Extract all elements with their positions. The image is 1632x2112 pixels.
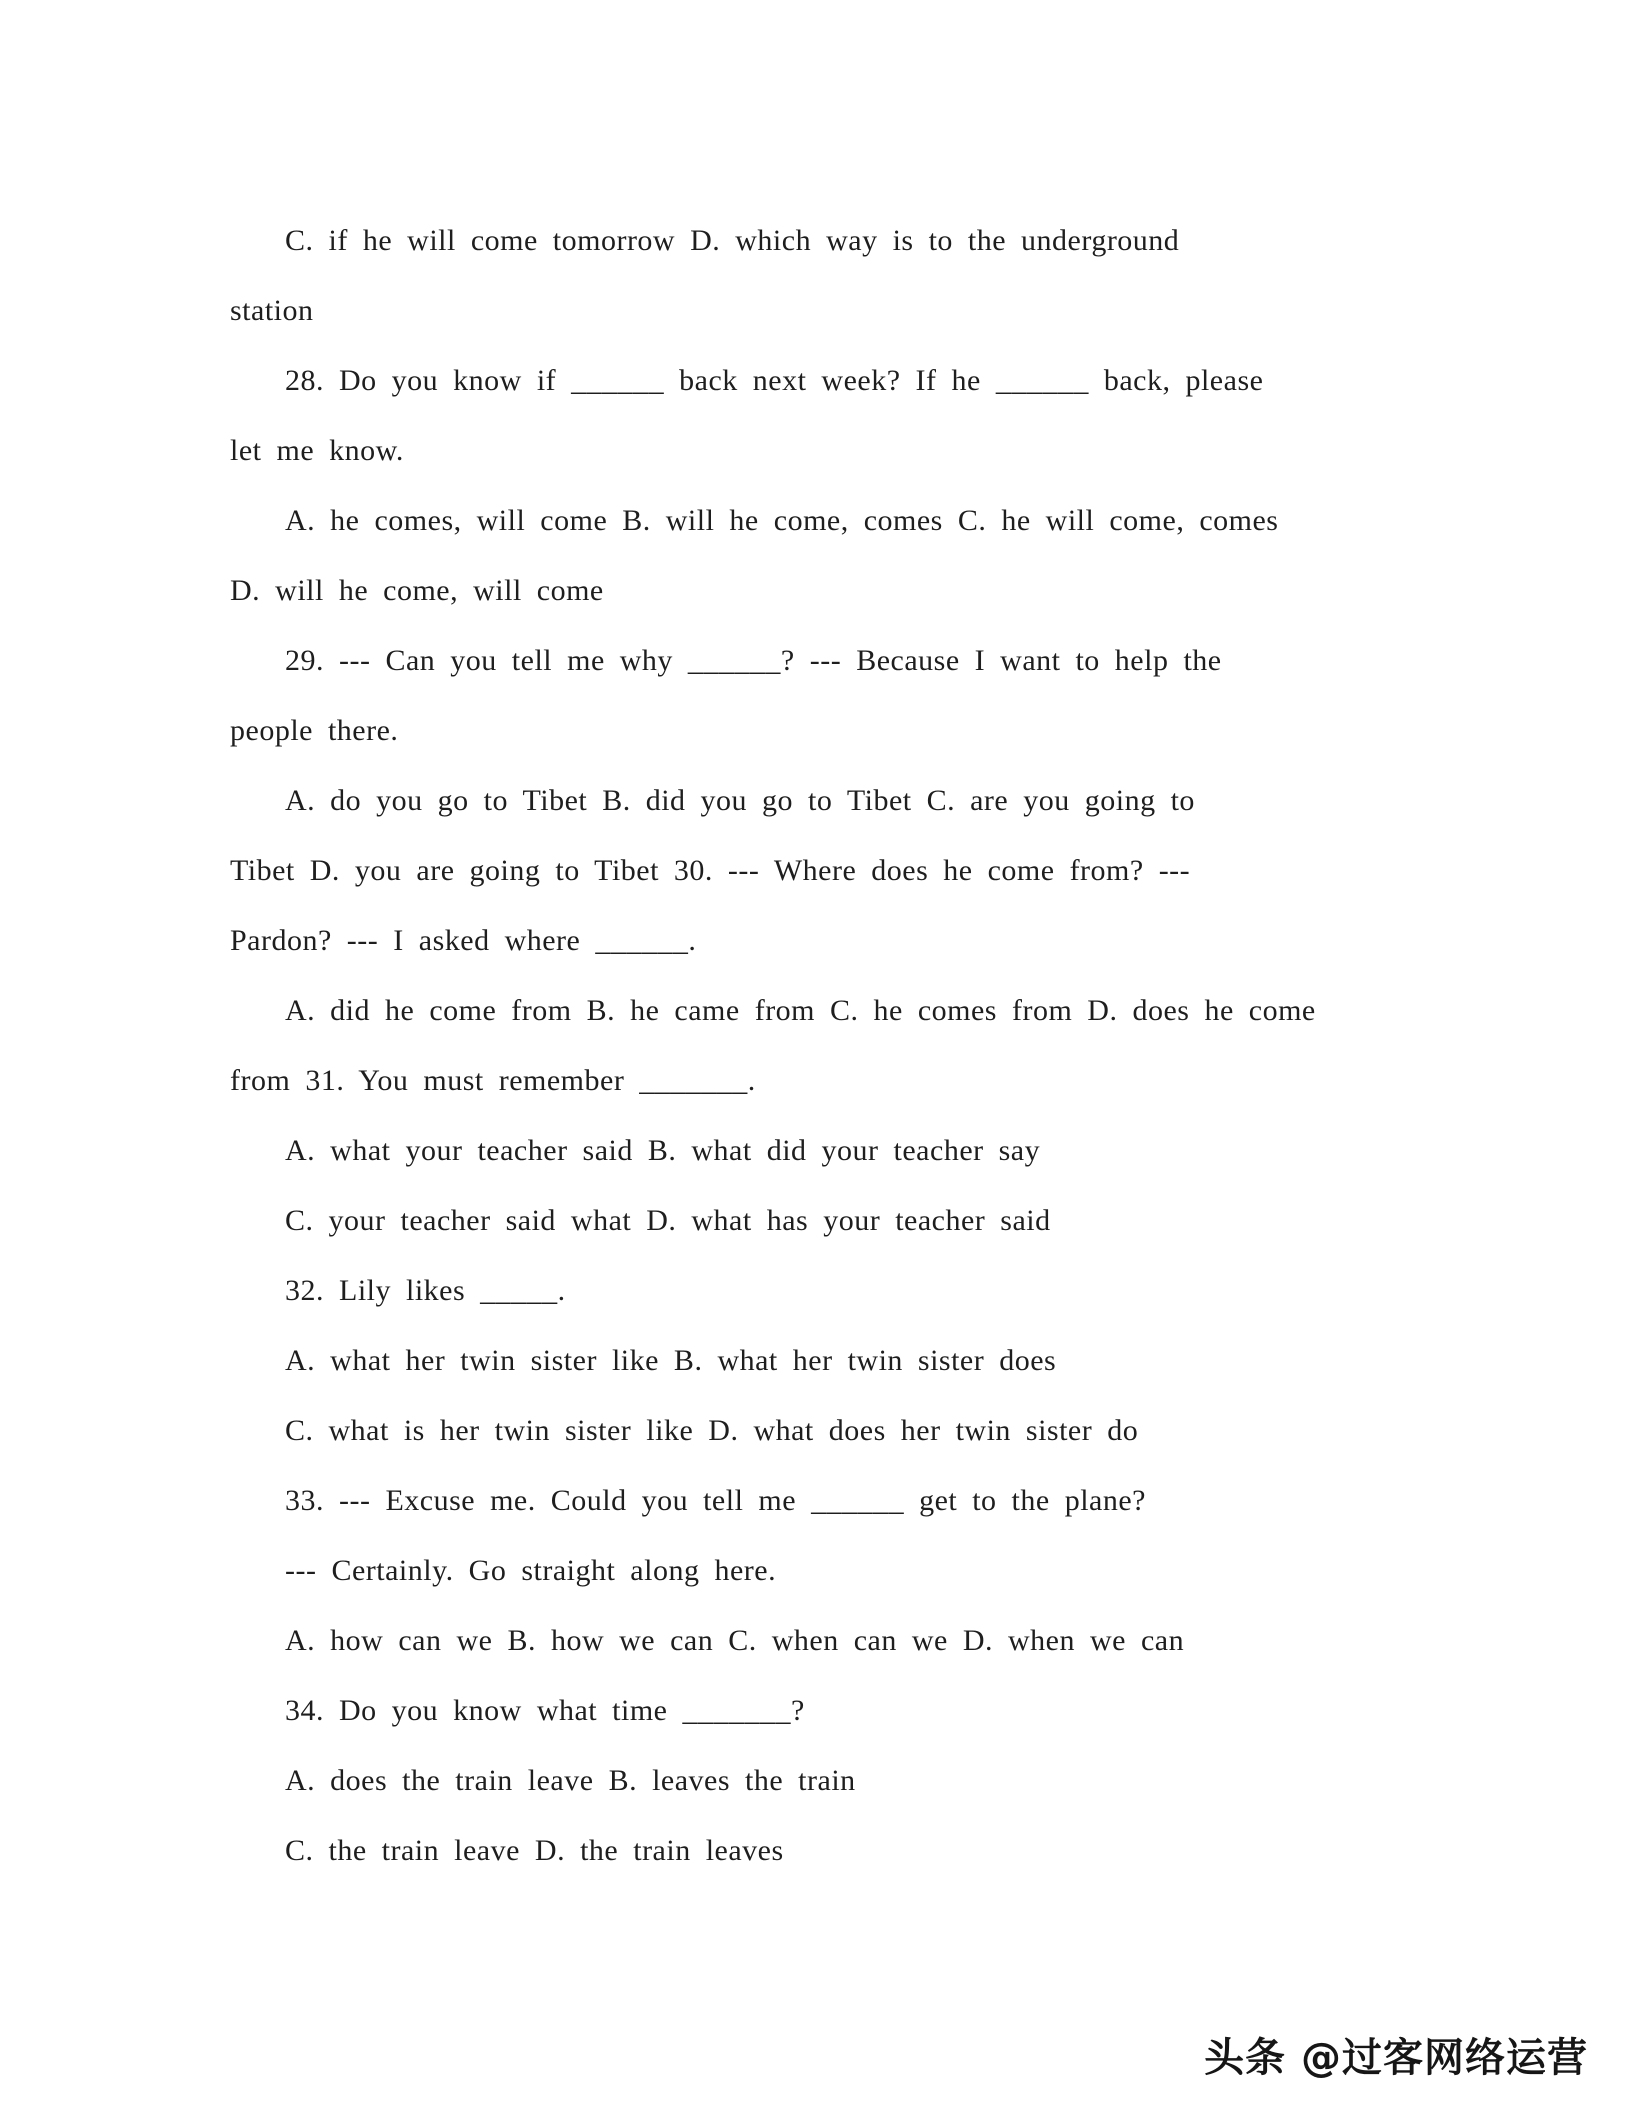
text-line: A. does the train leave B. leaves the train <box>285 1764 856 1797</box>
text-line: A. how can we B. how we can C. when can we D. when we can <box>285 1624 1185 1657</box>
text-line: 32. Lily likes _____. <box>285 1274 566 1307</box>
document-body <box>230 206 1400 1886</box>
text-line: 29. --- Can you tell me why ______? --- Because I want to help the <box>285 644 1222 677</box>
text-line: 28. Do you know if ______ back next week? If he ______ back, please <box>285 364 1264 397</box>
text-line: Tibet D. you are going to Tibet 30. --- Where does he come from? --- <box>230 854 1191 887</box>
text-line: C. your teacher said what D. what has your teacher said <box>285 1204 1051 1237</box>
text-line: 34. Do you know what time _______? <box>285 1694 805 1727</box>
text-line: people there. <box>230 714 399 747</box>
text-line: Pardon? --- I asked where ______. <box>230 924 697 957</box>
text-line: A. did he come from B. he came from C. he comes from D. does he come <box>285 994 1316 1027</box>
text-line: from 31. You must remember _______. <box>230 1064 756 1097</box>
text-line: C. the train leave D. the train leaves <box>285 1834 784 1867</box>
text-line: C. what is her twin sister like D. what does her twin sister do <box>285 1414 1139 1447</box>
watermark-text: 头条 @过客网络运营 <box>1204 2035 1588 2081</box>
text-line: let me know. <box>230 434 404 467</box>
text-line: --- Certainly. Go straight along here. <box>285 1554 777 1587</box>
text-line: station <box>230 294 314 327</box>
text-line: D. will he come, will come <box>230 574 604 607</box>
text-line: A. do you go to Tibet B. did you go to Tibet C. are you going to <box>285 784 1195 817</box>
text-line: C. if he will come tomorrow D. which way is to the underground <box>285 224 1180 257</box>
text-line: 33. --- Excuse me. Could you tell me ______ get to the plane? <box>285 1484 1146 1517</box>
text-line: A. he comes, will come B. will he come, comes C. he will come, comes <box>285 504 1279 537</box>
text-line: A. what your teacher said B. what did your teacher say <box>285 1134 1041 1167</box>
text-line: A. what her twin sister like B. what her twin sister does <box>285 1344 1057 1377</box>
